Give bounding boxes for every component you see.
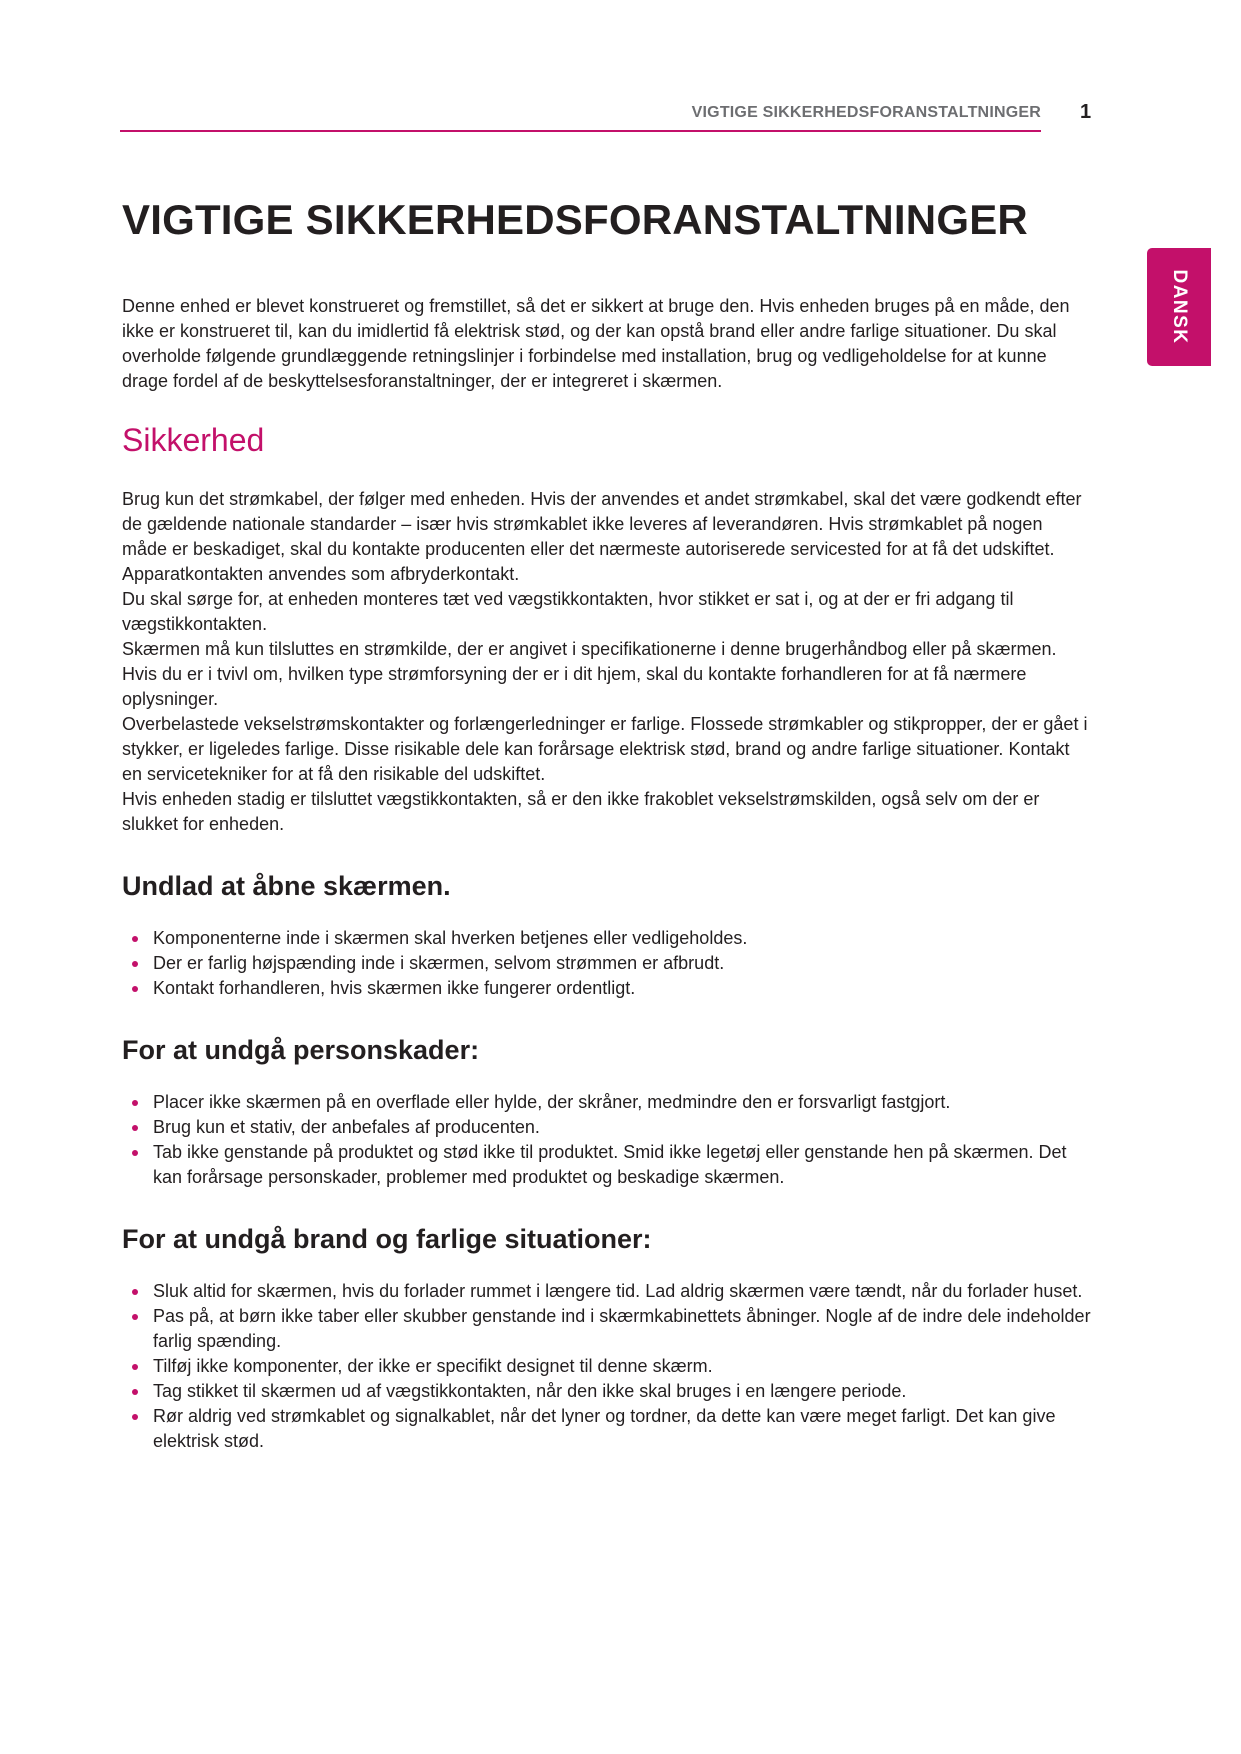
page-title: VIGTIGE SIKKERHEDSFORANSTALTNINGER [122,196,1028,243]
section-heading-fire: For at undgå brand og farlige situationer: [122,1224,652,1254]
safety-paragraph: Skærmen må kun tilsluttes en strømkilde, der er angivet i specifikationerne i denne brugerhåndbog eller på skærmen. Hvis du er i tvivl om, hvilken type strømforsyning der er i dit hjem, skal du kontakte forhandleren for at få nærmere oplysninger. [122,639,1057,709]
bullet-list-injury [122,1090,1092,1190]
list-item: Placer ikke skærmen på en overflade eller hylde, der skråner, medmindre den er forsvarligt fastgjort. [153,1090,1092,1115]
list-item: Tab ikke genstande på produktet og stød ikke til produktet. Smid ikke legetøj eller genstande hen på skærmen. Det kan forårsage personskader, problemer med produktet og beskadige skærmen. [153,1140,1092,1190]
language-tab [1147,248,1211,366]
safety-paragraph: Hvis enheden stadig er tilsluttet vægstikkontakten, så er den ikke frakoblet vekselstrømskilden, også selv om der er slukket for enheden. [122,789,1040,834]
safety-paragraph: Apparatkontakten anvendes som afbryderkontakt. [122,564,520,584]
section-heading-open-screen: Undlad at åbne skærmen. [122,871,451,901]
running-header [120,102,1041,132]
list-item: Tag stikket til skærmen ud af vægstikkontakten, når den ikke skal bruges i en længere periode. [153,1379,1092,1404]
safety-text [122,487,1092,837]
bullet-list-fire [122,1279,1092,1454]
running-header-title: VIGTIGE SIKKERHEDSFORANSTALTNINGER [691,104,1041,121]
list-item: Rør aldrig ved strømkablet og signalkablet, når det lyner og tordner, da dette kan være meget farligt. Det kan give elektrisk stød. [153,1404,1092,1454]
list-item: Der er farlig højspænding inde i skærmen, selvom strømmen er afbrudt. [153,951,1092,976]
page-content [122,196,1092,1454]
list-item: Komponenterne inde i skærmen skal hverken betjenes eller vedligeholdes. [153,926,1092,951]
safety-heading: Sikkerhed [122,422,265,458]
list-item: Tilføj ikke komponenter, der ikke er specifikt designet til denne skærm. [153,1354,1092,1379]
bullet-list-open-screen [122,926,1092,1001]
section-heading-injury: For at undgå personskader: [122,1035,480,1065]
list-item: Pas på, at børn ikke taber eller skubber genstande ind i skærmkabinettets åbninger. Nogle af de indre dele indeholder farlig spænding. [153,1304,1092,1354]
safety-paragraph: Overbelastede vekselstrømskontakter og forlængerledninger er farlige. Flossede strømkabler og stikpropper, der er gået i stykker, er ligeledes farlige. Disse risikable dele kan forårsage elektrisk stød, brand og andre farlige situationer. Kontakt en servicetekniker for at få den risikable del udskiftet. [122,714,1088,784]
intro-paragraph: Denne enhed er blevet konstrueret og fremstillet, så det er sikkert at bruge den. Hvis enheden bruges på en måde, den ikke er konstrueret til, kan du imidlertid få elektrisk stød, og der kan opstå brand eller andre farlige situationer. Du skal overholde følgende grundlæggende retningslinjer i forbindelse med installation, brug og vedligeholdelse for at kunne drage fordel af de beskyttelsesforanstaltninger, der er integreret i skærmen. [122,296,1070,391]
list-item: Brug kun et stativ, der anbefales af producenten. [153,1115,1092,1140]
list-item: Sluk altid for skærmen, hvis du forlader rummet i længere tid. Lad aldrig skærmen være tændt, når du forlader huset. [153,1279,1092,1304]
safety-paragraph: Du skal sørge for, at enheden monteres tæt ved vægstikkontakten, hvor stikket er sat i, og at der er fri adgang til vægstikkontakten. [122,589,1014,634]
list-item: Kontakt forhandleren, hvis skærmen ikke fungerer ordentligt. [153,976,1092,1001]
safety-paragraph: Brug kun det strømkabel, der følger med enheden. Hvis der anvendes et andet strømkabel, skal det være godkendt efter de gældende nationale standarder – især hvis strømkablet ikke leveres af leverandøren. Hvis strømkablet på nogen måde er beskadiget, skal du kontakte producenten eller det nærmeste autoriserede servicested for at få det udskiftet. [122,489,1082,559]
page-number: 1 [1080,101,1092,123]
language-tab-label: DANSK [1169,269,1190,345]
